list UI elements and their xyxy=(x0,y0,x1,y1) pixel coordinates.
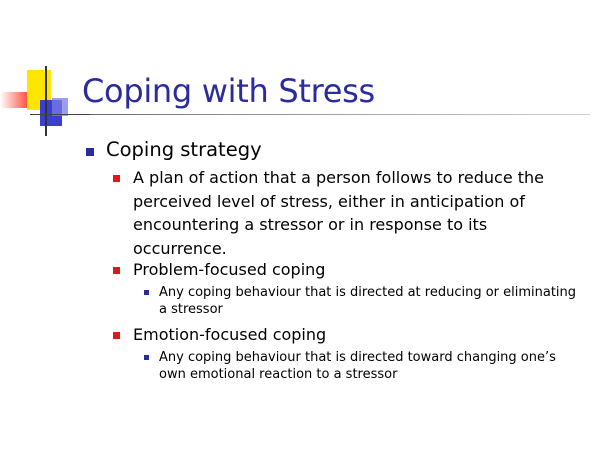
bullet-square-icon xyxy=(113,332,120,339)
bullet-label: Emotion-focused coping xyxy=(133,325,327,344)
bullet-square-icon xyxy=(113,267,120,274)
bullet-square-icon xyxy=(144,355,149,360)
bullet-text: A plan of action that a person follows to reduce the perceived level of stress, either in anticipation of encountering a stressor or in response to its occurrence. xyxy=(133,168,545,258)
decoration-vertical-line xyxy=(45,66,47,136)
bullet-square-icon xyxy=(144,290,149,295)
slide-title: Coping with Stress xyxy=(82,72,375,110)
bullet-label: Coping strategy xyxy=(106,138,262,161)
sub-bullet-text: Any coping behaviour that is directed at reducing or eliminating a stressor xyxy=(159,285,577,317)
sub-bullet-text: Any coping behaviour that is directed toward changing one’s own emotional reaction to a stressor xyxy=(159,350,556,382)
corner-decoration xyxy=(0,0,600,140)
title-underline xyxy=(30,114,590,115)
title-underline-dark xyxy=(30,114,90,115)
bullet-label: Problem-focused coping xyxy=(133,260,326,279)
bullet-square-icon xyxy=(113,175,120,182)
bullet-square-icon xyxy=(86,148,94,156)
